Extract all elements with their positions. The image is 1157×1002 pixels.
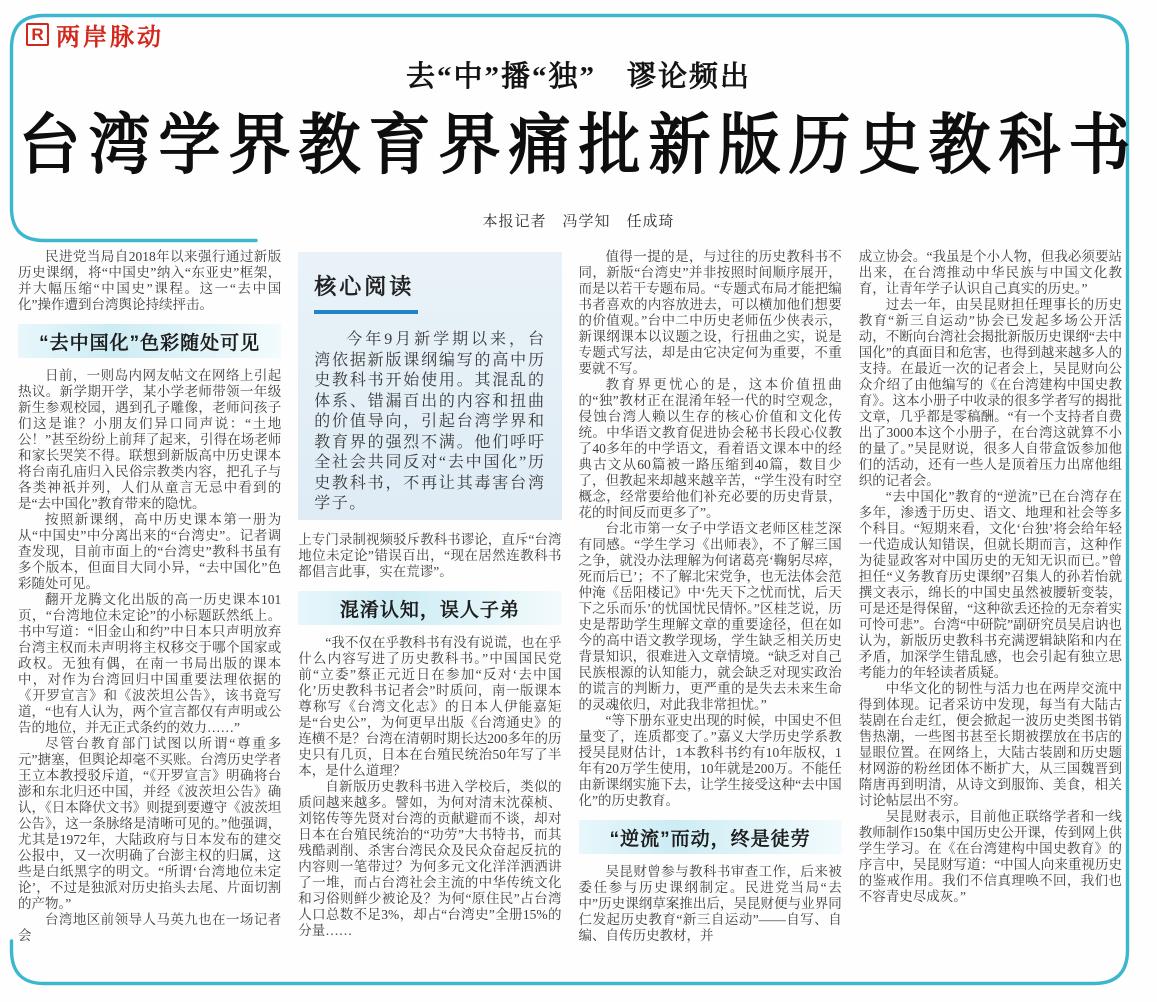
core-reading-underline [314, 310, 418, 314]
article-paragraph: 吴昆财表示，目前他正联络学者和一线教师制作150集中国历史公开课，传到网上供学生学习。在《在台湾建构中国史教育》的序言中，吴昆财写道：“中国人向来重视历史的鉴戒作用。我们不信真理唤不回，我们也不容青史尽成灰。” [858, 809, 1122, 904]
article-paragraph: 民进党当局自2018年以来强行通过新版历史课纲，将“中国史”纳入“东亚史”框架，并大幅压缩“中国史”课程。这一“去中国化”操作遭到台湾舆论持续抨击。 [18, 249, 282, 312]
article-paragraph: “我不仅在乎教科书有没有说谎，也在乎什么内容写进了历史教科书。”中国国民党前“立委”蔡正元近日在参加“反对‘去中国化’历史教科书记者会”时质问，南一版课本尊称写《台湾文化志》的日本人伊能嘉矩是“台史公”，为何更早出版《台湾通史》的连横不是？台湾在清朝时期长达200多年的历史只有几页，日本在台殖民统治50年写了半本，是什么道理？ [298, 635, 562, 778]
article-paragraph: 值得一提的是，与过往的历史教科书不同，新版“台湾史”并非按照时间顺序展开，而是以若干专题布局。“专题式布局才能把编书者喜欢的内容放进去，可以横加他们想要的价值观。”台中二中历史老师伍少侠表示，新课纲课本以议题之设，行扭曲之实，说是专题式写法，却是由它决定何为重要，不重要就不写。 [578, 249, 842, 376]
core-reading-text: 今年9月新学期以来，台湾依据新版课纲编写的高中历史教科书开始使用。其混乱的体系、错漏百出的内容和扭曲的价值导向，引起台湾学界和教育界的强烈不满。他们呼吁全社会共同反对“去中国化”历史教科书，不再让其毒害台湾学子。 [314, 331, 546, 512]
core-reading-box [298, 252, 561, 520]
byline: 本报记者 冯学知 任成琦 [482, 214, 675, 230]
article-paragraph: 成立协会。“我虽是个小人物，但我必须要站出来，在台湾推动中华民族与中国文化教育，让青年学子认识自己真实的历史。” [858, 249, 1122, 296]
article-paragraph: 教育界更忧心的是，这本价值扭曲的“独”教材正在混淆年轻一代的时空观念，侵蚀台湾人赖以生存的核心价值和文化传统。中华语文教育促进协会秘书长段心仪教了40多年的中学语文，看着语文课本中的经典古文从60篇被一路压缩到40篇，数目少了，但教起来却越来越辛苦，“学生没有时空概念，经常要给他们补充必要的历史背景，花的时间反而更多了”。 [578, 377, 842, 520]
brand-logo [26, 17, 164, 52]
section-header: 混淆认知，误人子弟 [298, 591, 561, 625]
article-paragraph: 按照新课纲，高中历史课本第一册为从“中国史”中分离出来的“台湾史”。记者调查发现，目前市面上的“台湾史”教科书虽有多个版本，但面目大同小异，“去中国化”色彩随处可见。 [18, 512, 282, 591]
brand-label: 两岸脉动 [56, 24, 164, 51]
article-column-2 [298, 249, 561, 977]
article-paragraph: 尽管台教育部门试图以所谓“尊重多元”搪塞，但舆论却毫不买账。台湾历史学者王立本教授驳斥道，“《开罗宣言》明确将台澎和东北归还中国，并经《波茨坦公告》确认，《日本降伏文书》则提到要遵守《波茨坦公告》，这一条脉络是清晰可见的。”他强调，尤其是1972年，大陆政府与日本发布的建交公报中，又一次明确了台澎主权的归属，这些是白纸黑字的明文。“所谓‘台湾地位未定论’，不过是独派对历史掐头去尾、片面切割的产物。” [18, 736, 282, 911]
article-paragraph: 自新版历史教科书进入学校后，类似的质问越来越多。譬如，为何对清末沈葆桢、刘铭传等先贤对台湾的贡献避而不谈，却对日本在台殖民统治的“功劳”大书特书，而其残酷剥削、杀害台湾民众及民众奋起反抗的内容则一笔带过？为何多元文化洋洋洒洒讲了一堆，而占台湾社会主流的中华传统文化和习俗则鲜少被论及？为何“原住民”占台湾人口总数不足3%，却占“台湾史”全册15%的分量…… [298, 779, 562, 938]
section-header: “去中国化”色彩随处可见 [18, 324, 281, 358]
section-header: “逆流”而动，终是徒劳 [579, 820, 842, 854]
article-paragraph: 台湾地区前领导人马英九也在一场记者会 [18, 912, 282, 943]
kicker: 去“中”播“独” 谬论频出 [405, 61, 751, 93]
article-column-3 [579, 249, 842, 977]
article-paragraph: “去中国化”教育的“逆流”已在台湾存在多年，渗透于历史、语文、地理和社会等多个科目。“短期来看，文化‘台独’将会给年轻一代造成认知错误，但就长期而言，这种作为徒显政客对中国历史的无知无识而已。”曾担任“义务教育历史课纲”召集人的孙若怡就撰文表示，绵长的中国史虽然被腰斩变装，可是还是得保留，“这种欲丢还捡的无奈着实可怜可悲”。台湾“中研院”副研究员吴启讷也认为，新版历史教科书充满逻辑缺陷和内在矛盾，加深学生错乱感，也会引起有独立思考能力的年轻读者质疑。 [858, 489, 1122, 680]
article-paragraph: 过去一年，由吴昆财担任理事长的历史教育“新三自运动”协会已发起多场公开活动，不断向台湾社会揭批新版历史课纲“去中国化”的真面目和危害，也得到越来越多人的支持。在最近一次的记者会上，吴昆财向公众介绍了由他编写的《在台湾建构中国史教育》。这本小册子中收录的很多学者写的揭批文章，几乎都是零稿酬。“有一个支持者自费出了3000本这个小册子，在台湾这就算不小的量了。”吴昆财说，很多人自带盒饭参加他们的活动，还有一些人是顶着压力出席他组织的记者会。 [858, 297, 1122, 488]
article-column-1 [18, 249, 281, 977]
r-logo-icon: R [26, 23, 49, 46]
core-reading-title: 核心阅读 [314, 274, 415, 299]
article-paragraph: “等下册东亚史出现的时候，中国史不但量变了，连质都变了。”嘉义大学历史学系教授吴昆财估计，1本教科书约有10年版权，1年有20万学生使用，10年就是200万。不能任由新课纲实施下去，让学生接受这种“去中国化”的历史教育。 [578, 713, 842, 808]
article-body [18, 249, 1122, 977]
article-paragraph: 吴昆财曾参与教科书审查工作，后来被委任参与历史课纲制定。民进党当局“去中”历史课纲草案推出后，吴昆财便与业界同仁发起历史教育“新三自运动”——自写、自编、自传历史教材，并 [578, 864, 842, 943]
article-paragraph: 日前，一则岛内网友帖文在网络上引起热议。新学期开学，某小学老师带领一年级新生参观校园，遇到孔子雕像，老师问孩子们这是谁？小朋友们异口同声说：“土地公！”甚至纷纷上前拜了起来，引得在场老师和家长哭笑不得。联想到新版高中历史课本将台南孔庙归入民俗宗教类内容，把孔子与各类神祇并列，人们从童言无忌中看到的是“去中国化”教育带来的隐忧。 [18, 368, 282, 511]
article-paragraph: 中华文化的韧性与活力也在两岸交流中得到体现。记者采访中发现，每当有大陆古装剧在台走红，便会掀起一波历史类图书销售热潮，一些图书甚至长期被摆放在书店的显眼位置。在网络上，大陆古装剧和历史题材网游的粉丝团体不断扩大，从三国魏晋到隋唐再到明清，从诗文到服饰、美食，相关讨论帖层出不穷。 [858, 681, 1122, 808]
page-title: 台湾学界教育界痛批新版历史教科书 [18, 109, 1139, 183]
article-column-4 [859, 249, 1122, 977]
article-paragraph: 翻开龙腾文化出版的高一历史课本101页，“台湾地位未定论”的小标题跃然纸上。书中写道：“旧金山和约”中日本只声明放弃台湾主权而未声明将主权移交于哪个国家或政权。无独有偶，在南一书局出版的课本中，对作为台湾回归中国重要法理依据的《开罗宣言》和《波茨坦公告》，该书竟写道，“也有人认为，两个宣言都仅有声明或公告的地位，并无正式条约的效力……” [18, 592, 282, 735]
article-paragraph: 上专门录制视频驳斥教科书谬论，直斥“台湾地位未定论”错误百出，“现在居然连教科书都倡言此事，实在荒谬”。 [298, 532, 562, 579]
article-paragraph: 台北市第一女子中学语文老师区桂芝深有同感。“学生学习《出师表》，不了解三国之争，就没办法理解为何诸葛亮‘鞠躬尽瘁，死而后已’；不了解北宋党争，也无法体会范仲淹《岳阳楼记》中‘先天下之忧而忧，后天下之乐而乐’的忧国忧民情怀。”区桂芝说，历史是帮助学生理解文章的重要途径，但在如今的高中语文教学现场，学生缺乏相关历史背景知识，很难进入文章情境。“缺乏对自己民族根源的认知能力，就会缺乏对现实政治的谎言的判断力，更严重的是失去未来生命的灵魂依归，对此我非常担忧。” [578, 521, 842, 712]
